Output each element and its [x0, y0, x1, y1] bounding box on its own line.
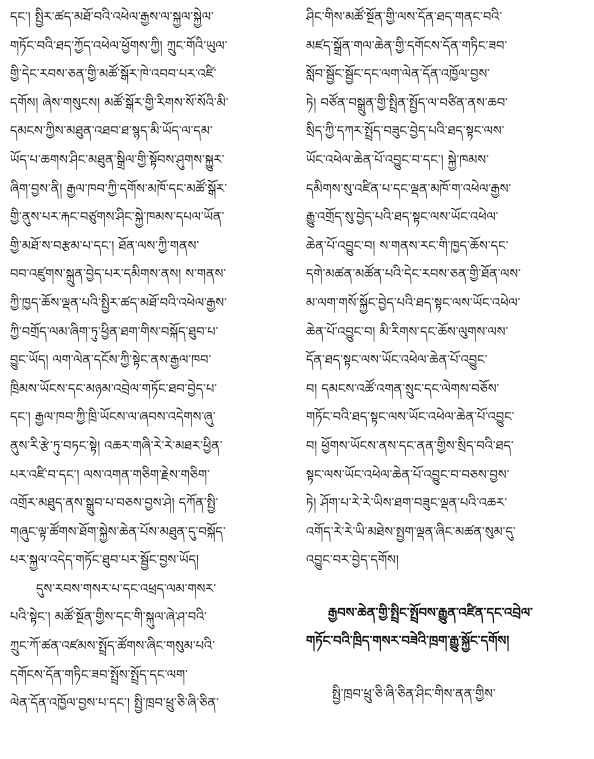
text-line: ཀྱི་བགྲོད་ལམ་ཞིག་ཏུ་ཕྱིན་ཐག་གིས་བསྐོད་ཐུབ་པ་: [10, 324, 219, 340]
text-line: དགེ་མཚན་མཚོན་པའི་དེང་རབས་ཅན་གྱི་ཐོན་ལས་: [306, 267, 521, 283]
text-line: དགོས། ཞེས་གསུངས། མཚོ་སྒོར་གྱི་རིགས་སོ་སོའི་མི་: [10, 95, 229, 111]
text-line: ཏེ། ཤོག་པ་རེ་རེ་ཡིས་ཐག་བཟུང་ལྡན་པའི་འཆར་: [306, 496, 508, 512]
right-column: [306, 4, 594, 710]
text-line: ཁྲིམས་ཡོངས་དང་མཉམ་འབྲེལ་གཏོང་ཐབ་བྱེད་པ་: [10, 381, 218, 397]
text-line: ཏེ། བཙོན་བསྒྲུན་གྱི་སྤྲིན་སྤྱོད་ལ་བཙིན་ནས་ཆབ་: [306, 95, 508, 111]
text-line: གྱི་མཐོ་ས་བརྩམ་པ་དང་། ཐོན་ལས་ཀྱི་གནས་: [10, 238, 200, 254]
text-line: རྒྱུ་འགྲོད་སུ་བྱེད་པའི་ཐད་སྟང་ལས་ཡོང་འཕེལ་: [306, 210, 499, 226]
text-line: གཏོང་བའི་ཐད་སྟང་ལས་ཡོང་འཕེལ་ཆེན་པོ་འབྱུང་: [306, 410, 515, 426]
text-line: དམིགས་སུ་འཛིན་པ་དང་ལྡན་མཁོ་ག་འཕེལ་རྒྱས་: [306, 181, 512, 197]
text-line: གཞུང་ལྟ་ཚོགས་ཐོག་སྐྱེས་ཆེན་པོས་མཐུན་དུ་བསྐོད་: [10, 524, 226, 540]
text-line: ཡོང་འཕེལ་ཆེན་པོ་འབྱུང་བ་དང་། སྐྱེ་ཁམས་: [306, 152, 489, 168]
text-line: དང་། སྤྱིར་ཚད་མཐོ་བའི་འཕེལ་རྒྱས་ལ་སྐྱལ་སྐྱེལ་: [10, 10, 214, 25]
text-line: བབ་འཛུགས་སྐྲུན་བྱེད་པར་དམིགས་ནས། ས་གནས་: [10, 267, 227, 283]
text-line: མ་ལག་གསོ་སྐྱོང་བྱེད་པའི་ཐད་སྟང་ལས་ཡོང་འཕེལ་: [306, 295, 521, 311]
text-line: བྱུང་ཡོད། ལག་ལེན་དངོས་ཀྱི་སྟེང་ནས་རྒྱལ་ཁབ་: [10, 353, 212, 369]
text-line: དང་། རྒྱལ་ཁབ་ཀྱི་ཁྲི་ཡོངས་ལ་ཞབས་འདེགས་ཞུ་: [10, 410, 216, 426]
text-line: ཆེན་པོ་འབྱུང་བ། ས་གནས་རང་གི་ཁྱད་ཆོས་དང་: [306, 238, 509, 254]
text-line: ཀྲུང་ཀོ་ཚན་འཛམས་སྤྲོད་ཚོགས་ཞིང་གསུམ་པའི་: [10, 639, 215, 655]
left-column: [10, 4, 300, 719]
text-line: དོན་ཐད་སྟང་ལས་ཡོང་འཕེལ་ཆེན་པོ་འབྱུང་: [306, 353, 488, 369]
text-line: སློབ་སྦྱོང་སྦྱོང་དང་ལག་ལེན་དོན་འཁྱོལ་བྱས་: [306, 67, 490, 83]
text-line: བ། དམངས་འཚོ་འགན་སྲུང་དང་ལེགས་བཅོས་: [306, 381, 500, 397]
text-line: མཛད་སྒྲོན་གལ་ཆེན་གྱི་དགོངས་དོན་གཏིང་ཟབ་: [306, 38, 508, 54]
text-line: ཀྱི་ཁྱད་ཆོས་ལྡན་པའི་སྤྱིར་ཚད་མཐོ་བའི་འཕེལ་རྒྱས་: [10, 295, 227, 311]
text-line: སྲིད་ཀྱི་དཀར་སྤྲོད་བཟུང་བྱེད་པའི་ཐད་སྟང་ལས་: [306, 124, 505, 140]
text-line: ཆེན་པོ་འབྱུང་བ། མི་རིགས་དང་ཆོས་ལུགས་ལས་: [306, 324, 509, 340]
text-line: ཡོད་པ་ཆགས་ཤིང་མཐུན་སྒྲིལ་གྱི་སྟོབས་ཤུགས་སྐྱུར་: [10, 152, 225, 168]
section-heading: རྒྱབས་ཆེན་གྱི་སྤྲིང་སྤྲོབས་རྒྱུན་འཛིན་དང་འབྲེལ་: [328, 605, 533, 621]
paragraph-first-line: དུས་རབས་གསར་པ་དང་འཕྲད་ལམ་གསར་: [36, 581, 217, 597]
text-line: གྱི་ནུས་པར་རྐང་བཙུགས་ཤིང་སྐྱེ་ཁམས་དཔལ་ཡོན་: [10, 210, 225, 226]
text-line: ཞིག་བྱས་ནི། རྒྱལ་ཁབ་ཀྱི་དགོས་མཁོ་དང་མཚོ་སྒོར་: [10, 181, 228, 197]
text-line: དམངས་ཀྱིས་མཐུན་འཐབ་ཐ་སྙད་མི་ཡོད་ལ་དམ་: [10, 124, 213, 140]
section-heading: གཏོང་བའི་ཁྲིད་གསར་བཟེའི་ཁྲག་རྒྱུ་སྐྱོང་དགོས།: [306, 634, 510, 650]
text-line: འགོད་རེ་རེ་ཡི་མཐེས་སྤྱག་ལྡན་ཞིང་མཚན་སུམ་དུ་: [306, 524, 516, 540]
text-line: སྟང་ལས་ཡོང་འཕེལ་ཆེན་པོ་འབྱུང་བ་བཅས་བྱས་: [306, 467, 510, 483]
paragraph-gap: [306, 576, 594, 600]
paragraph-gap: [306, 657, 594, 681]
text-line: གཏོང་བའི་ཐད་ཀྱོད་འཕེལ་ཕྱོགས་ཀྱི། ཀྲུང་གོའི་ཡུལ་: [10, 38, 228, 54]
text-line: བ། ཕྱོགས་ཡོངས་ནས་དང་ནན་གྱིས་སྲིད་བའི་ཐད་: [306, 438, 514, 454]
text-line: ནུས་རི་རྩེ་ཏུ་བཏང་སྟེ། འཆར་གཞི་རེ་རེ་མཐར་ཕྱིན་: [10, 438, 223, 454]
text-line: འབྱུང་བར་བྱེད་དགོས།: [306, 553, 399, 569]
text-line: པའི་སྟེང་། མཚོ་སྔོན་གྱིས་དང་གི་སྐུལ་ཞེ་ཤ་བའི་: [10, 610, 208, 626]
text-line: ཤིང་གིས་མཚོ་སྔོན་གྱི་ལས་དོན་ཐད་གནང་བའི་: [306, 10, 503, 25]
text-line: ལེན་དོན་འཁྱོལ་བྱས་པ་དང་། སྤྱི་ཁྲབ་ཕྲུ་ཅི་ཞི་ཅིན་: [10, 696, 219, 712]
paragraph-first-line: སྤྱི་ཁྲབ་ཕྲུ་ཅི་ཞི་ཅིན་ཤིང་གིས་ནན་གྱིས་: [332, 687, 496, 703]
text-line: དགོངས་དོན་གཏིང་ཟབ་སྤྲོས་སྤྲོད་དང་ལག་: [10, 667, 188, 683]
text-line: པར་འཛི་བ་དང་། ལས་འགན་གཅིག་རྗེས་གཅིག་: [10, 467, 210, 483]
text-line: འགྲོར་མཐུད་ནས་སྒྲུབ་པ་བཅས་བྱས་ཤེ། དཀོན་སྤྱི་: [10, 496, 219, 512]
text-line: གྱི་དེང་རབས་ཅན་གྱི་མཚོ་སྒོར་ཁེ་འབབ་པར་འཛི་: [10, 67, 217, 83]
text-line: པར་སྐྱལ་འདེད་གཏོང་ཐུབ་པར་སྦྱོང་བྱས་ཡོད།: [10, 553, 199, 569]
